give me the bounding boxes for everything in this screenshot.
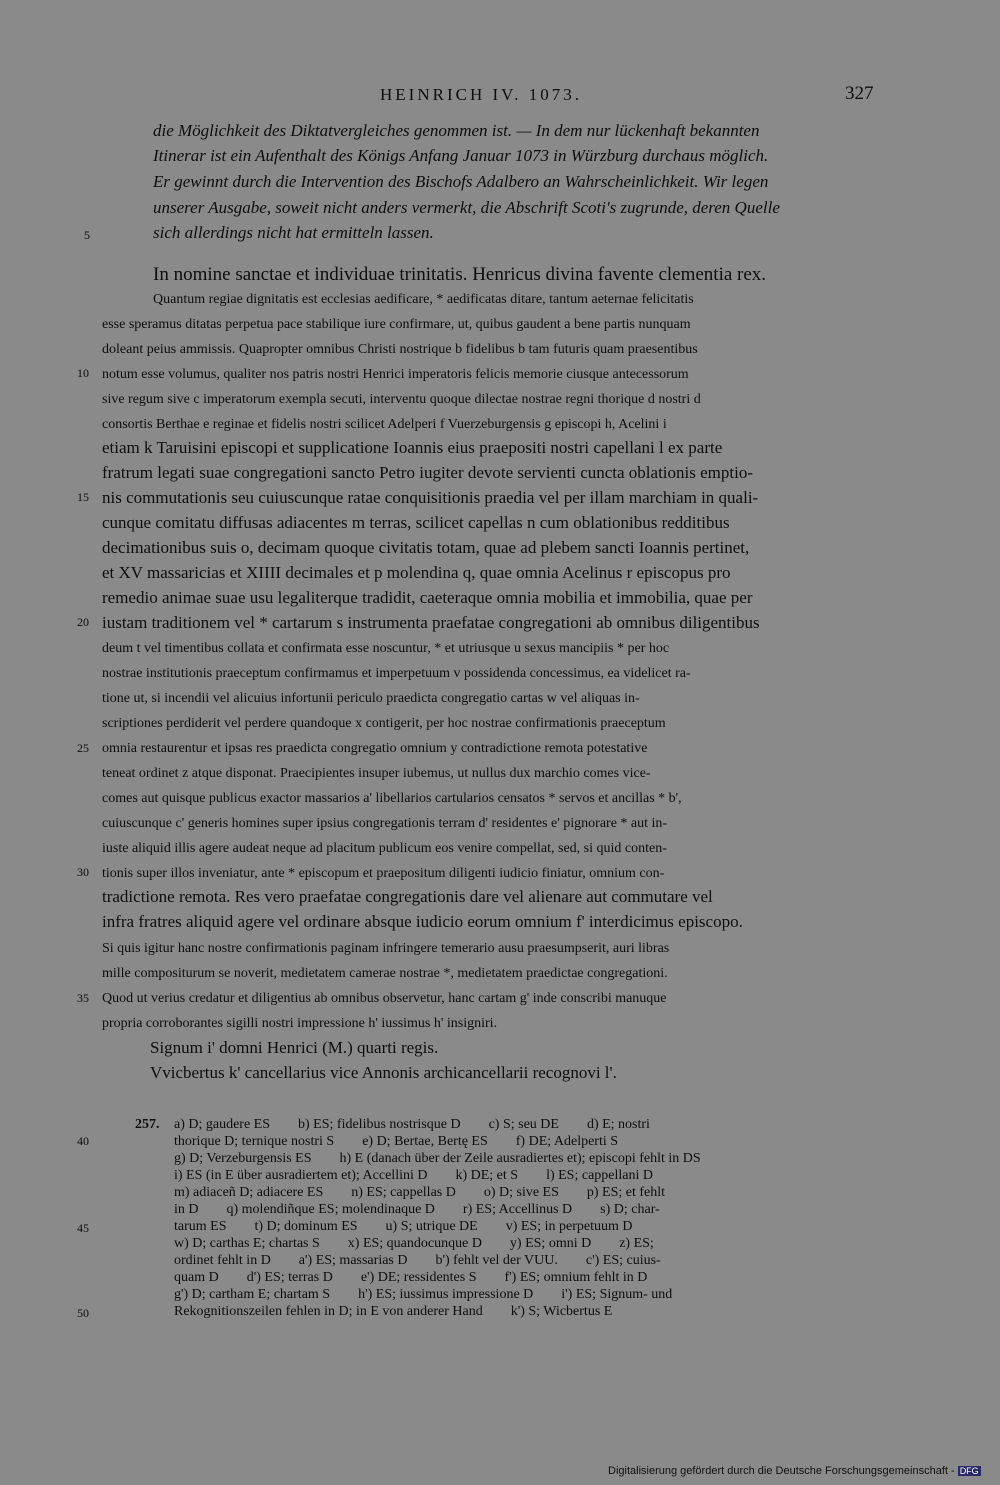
footnote-line: a) D; gaudere ES b) ES; fidelibus nostrisque D c) S; seu DE d) E; nostri [174,1117,650,1132]
text-line: doleant peius ammissis. Quapropter omnibus Christi nostrique b fidelibus b tam futuris quam praesentibus [102,342,698,357]
line-number: 25 [77,741,89,755]
text-line: propria corroborantes sigilli nostri impressione h' iussimus h' insigniri. [102,1016,498,1031]
preamble-line: Itinerar ist ein Aufenthalt des Königs Anfang Januar 1073 in Würzburg durchaus möglich. [153,146,769,165]
text-line: et XV massaricias et XIIII decimales et p molendina q, quae omnia Acelinus r episcopus pro [102,563,731,582]
text-line: tione ut, si incendii vel alicuius infortunii periculo praedicta congregatio cartas w vel aliquas in- [102,691,640,706]
text-line: etiam k Taruisini episcopi et supplicatione Ioannis eius praepositi nostri capellani l ex parte [102,438,723,457]
line-number: 45 [77,1221,89,1235]
footnote-line: tarum ES t) D; dominum ES u) S; utrique DE v) ES; in perpetuum D [174,1219,633,1234]
text-line: iuste aliquid illis agere audeat neque ad placitum publicum eos venire compellat, sed, si quid conten- [102,841,667,856]
preamble-line: Er gewinnt durch die Intervention des Bischofs Adalbero an Wahrscheinlichkeit. Wir legen [153,172,769,191]
footnote-line: m) adiaceñ D; adiacere ES n) ES; cappellas D o) D; sive ES p) ES; et fehlt [174,1185,666,1200]
text-line: tionis super illos inveniatur, ante * episcopum et praepositum diligenti iudicio finiatur, omnium con- [102,866,665,881]
footnote-line: thorique D; ternique nostri S e) D; Bertae, Bertę ES f) DE; Adelperti S [174,1134,619,1149]
footer-text: Digitalisierung gefördert durch die Deutsche Forschungsgemeinschaft - [608,1465,955,1477]
text-line: nostrae institutionis praeceptum confirmamus et imperpetuum v possidenda concessimus, ea videlicet ra- [102,666,691,681]
page-number: 327 [845,83,874,104]
text-line: esse speramus ditatas perpetua pace stabilique iure confirmare, ut, quibus gaudent a bene partis nunquam [102,317,691,332]
running-title: HEINRICH IV. 1073. [380,85,582,104]
line-number: 5 [84,228,90,242]
recognition-line: Vvicbertus k' cancellarius vice Annonis archicancellarii recognovi l'. [150,1063,617,1082]
text-line: consortis Berthae e reginae et fidelis nostri scilicet Adelperi f Vuerzeburgensis g episcopi h, Acelini i [102,417,667,432]
preamble-line: unserer Ausgabe, soweit nicht anders vermerkt, die Abschrift Scoti's zugrunde, deren Quelle [153,198,780,217]
text-line: notum esse volumus, qualiter nos patris nostri Henrici imperatoris felicis memorie ciusque antecessorum [102,367,689,382]
preamble-line: sich allerdings nicht hat ermitteln lassen. [153,223,434,242]
line-number: 10 [77,366,89,380]
footnote-line: quam D d') ES; terras D e') DE; ressidentes S f') ES; omnium fehlt in D [174,1270,648,1285]
line-number: 50 [77,1306,89,1320]
text-line: decimationibus suis o, decimam quoque civitatis totam, quae ad plebem sancti Ioannis pertinet, [102,538,750,557]
footnote-line: Rekognitionszeilen fehlen in D; in E von anderer Hand k') S; Wicbertus E [174,1304,613,1319]
line-number: 40 [77,1134,89,1148]
text-line: sive regum sive c imperatorum exempla secuti, interventu quoque dilectae nostrae regni thorique d nostri d [102,392,701,407]
dfg-logo-icon: DFG [959,1466,979,1476]
footnote-line: w) D; carthas E; chartas S x) ES; quandocunque D y) ES; omni D z) ES; [174,1236,654,1251]
footnote-line: g') D; cartham E; chartam S h') ES; iussimus impressione D i') ES; Signum- und [174,1287,673,1302]
text-line: Quantum regiae dignitatis est ecclesias aedificare, * aedificatas ditare, tantum aeternae felicitatis [153,292,694,307]
text-line: fratrum legati suae congregationi sancto Petro iugiter devote servienti cuncta oblationis emptio- [102,463,753,482]
text-line: deum t vel timentibus collata et confirmata esse noscuntur, * et utriusque u sexus mancipiis * per hoc [102,641,670,656]
text-line: Quod ut verius credatur et diligentius ab omnibus observetur, hanc cartam g' inde conscribi manuque [102,991,667,1006]
line-number: 30 [77,865,89,879]
text-line: teneat ordinet z atque disponat. Praecipientes insuper iubemus, ut nullus dux marchio comes vice- [102,766,651,781]
text-line: cuiuscunque c' generis homines super ipsius congregationis terram d' residentes e' pignorare * aut in- [102,816,668,831]
text-line: cunque comitatu diffusas adiacentes m terras, scilicet capellas n cum oblationibus redditibus [102,513,730,532]
text-line: comes aut quisque publicus exactor massarios a' libellarios cartularios censatos * servos et ancillas * b', [102,791,682,806]
footnote-line: g) D; Verzeburgensis ES h) E (danach über der Zeile ausradiertes et); episcopi fehlt in DS [174,1151,701,1166]
text-line: Si quis igitur hanc nostre confirmationis paginam infringere temerario ausu praesumpserit, auri libras [102,941,670,956]
preamble-line: die Möglichkeit des Diktatvergleiches genommen ist. — In dem nur lückenhaft bekannten [153,121,760,140]
line-number: 15 [77,490,89,504]
dfg-footer [608,1465,981,1477]
text-line: iustam traditionem vel * cartarum s instrumenta praefatae congregationi ab omnibus diligentibus [102,613,760,632]
line-number: 20 [77,615,89,629]
text-line: infra fratres aliquid agere vel ordinare absque iudicio eorum omnium f' interdicimus episcopo. [102,912,743,931]
footnote-number: 257. [135,1117,160,1132]
footnote-line: i) ES (in E über ausradiertem et); Accellini D k) DE; et S l) ES; cappellani D [174,1168,653,1183]
invocation: In nomine sanctae et individuae trinitatis. Henricus divina favente clementia rex. [153,264,767,285]
footnote-line: ordinet fehlt in D a') ES; massarias D b') fehlt vel der VUU. c') ES; cuius- [174,1253,661,1268]
signum-line: Signum i' domni Henrici (M.) quarti regis. [150,1038,439,1057]
text-line: nis commutationis seu cuiuscunque ratae conquisitionis praedia vel per illam marchiam in quali- [102,488,759,507]
line-number: 35 [77,991,89,1005]
footnote-line: in D q) molendiñque ES; molendinaque D r) ES; Accellinus D s) D; char- [174,1202,660,1217]
text-line: tradictione remota. Res vero praefatae congregationis dare vel alienare aut commutare vel [102,887,713,906]
text-line: scriptiones perdiderit vel perdere quandoque x contigerit, per hoc nostrae confirmationis praeceptum [102,716,666,731]
text-line: omnia restaurentur et ipsas res praedicta congregatio omnium y contradictione remota potestative [102,741,648,756]
text-line: mille compositurum se noverit, medietatem camerae nostrae *, medietatem praedictae congregationi. [102,966,668,981]
text-line: remedio animae suae usu legaliterque tradidit, caeteraque omnia mobilia et immobilia, quae per [102,588,753,607]
